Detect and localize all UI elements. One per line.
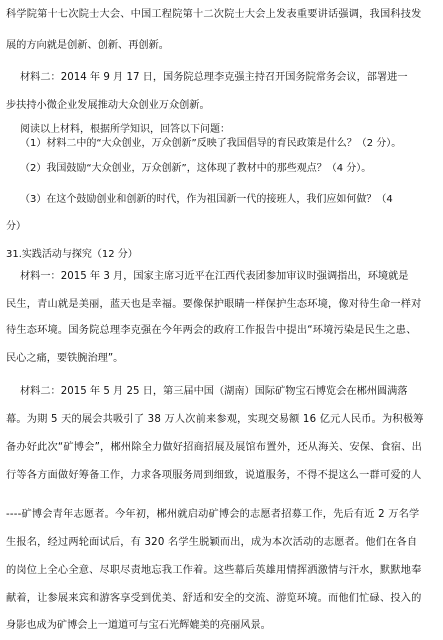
instruction-line: 阅读以上材料，根据所学知识，回答以下问题： [20, 124, 230, 135]
question-1: （1）材料二中的“大众创业，万众创新”反映了我国倡导的育民政策是什么？（2 分）。 [20, 138, 402, 149]
paragraph-line: 待生态环境。国务院总理李克强在今年两会的政府工作报告中提出“环境污染是民生之患、 [6, 325, 417, 336]
paragraph-line: 身影也成为矿博会上一道道可与宝石光辉媲美的亮丽风景。 [6, 620, 271, 631]
question-3: （3）在这个鼓励创业和创新的时代，作为祖国新一代的接班人，我们应如何做？（4 [20, 194, 393, 205]
paragraph-line: 民心之痛，要铁腕治理”。 [6, 353, 124, 364]
material-2-line: 材料二：2014 年 9 月 17 日，国务院总理李克强主持召开国务院常务会议，部署进一 [20, 72, 408, 83]
paragraph-line: 行等各方面做好筹备工作，力求各项服务周到细致，说道服务，不得不提这么一群可爱的人 [6, 470, 422, 481]
paragraph-line: 生报名，经过两轮面试后，有 320 名学生脱颖而出，成为本次活动的志愿者。他们在各自 [6, 537, 418, 548]
material-2-line: 材料二：2015 年 5 月 25 日，第三届中国（湖南）国际矿物宝石博览会在郴州圆满落 [20, 386, 408, 397]
question-3-continuation: 分） [6, 221, 26, 232]
paragraph-line: 民生，青山就是美丽，蓝天也是幸福。要像保护眼睛一样保护生态环境，像对待生命一样对 [6, 299, 422, 310]
paragraph-line: 展的方向就是创新、创新、再创新。 [6, 40, 169, 51]
paragraph-line: 科学院第十七次院士大会、中国工程院第十二次院士大会上发表重要讲话强调，我国科技发 [6, 9, 422, 20]
paragraph-line: 的岗位上全心全意、尽职尽责地忘我工作着。这些幕后英雄用情挥洒激情与汗水，默默地奉 [6, 565, 422, 576]
paragraph-line: ----矿博会青年志愿者。今年初，郴州就启动矿博会的志愿者招募工作，先后有近 2 万名学 [6, 509, 420, 520]
material-1-line: 材料一：2015 年 3 月，国家主席习近平在江西代表团参加审议时强调指出，环境就是 [20, 271, 409, 282]
paragraph-line: 备办好此次“矿博会”，郴州除全力做好招商招展及展馆布置外，还从海关、安保、食宿、出 [6, 442, 423, 453]
section-31-title: 31.实践活动与探究（12 分） [6, 249, 138, 260]
question-2: （2）我国鼓励“大众创业，万众创新”，这体现了教材中的那些观点？（4 分）。 [20, 163, 372, 174]
paragraph-line: 献着，让参展来宾和游客享受到优美、舒适和安全的交流、游览环境。而他们忙碌、投入的 [6, 593, 422, 604]
paragraph-line: 幕。为期 5 天的展会共吸引了 38 万人次前来参观，实现交易额 16 亿元人民币。为积极筹 [6, 414, 424, 425]
paragraph-line: 步扶持小微企业发展推动大众创业万众创新。 [6, 100, 210, 111]
